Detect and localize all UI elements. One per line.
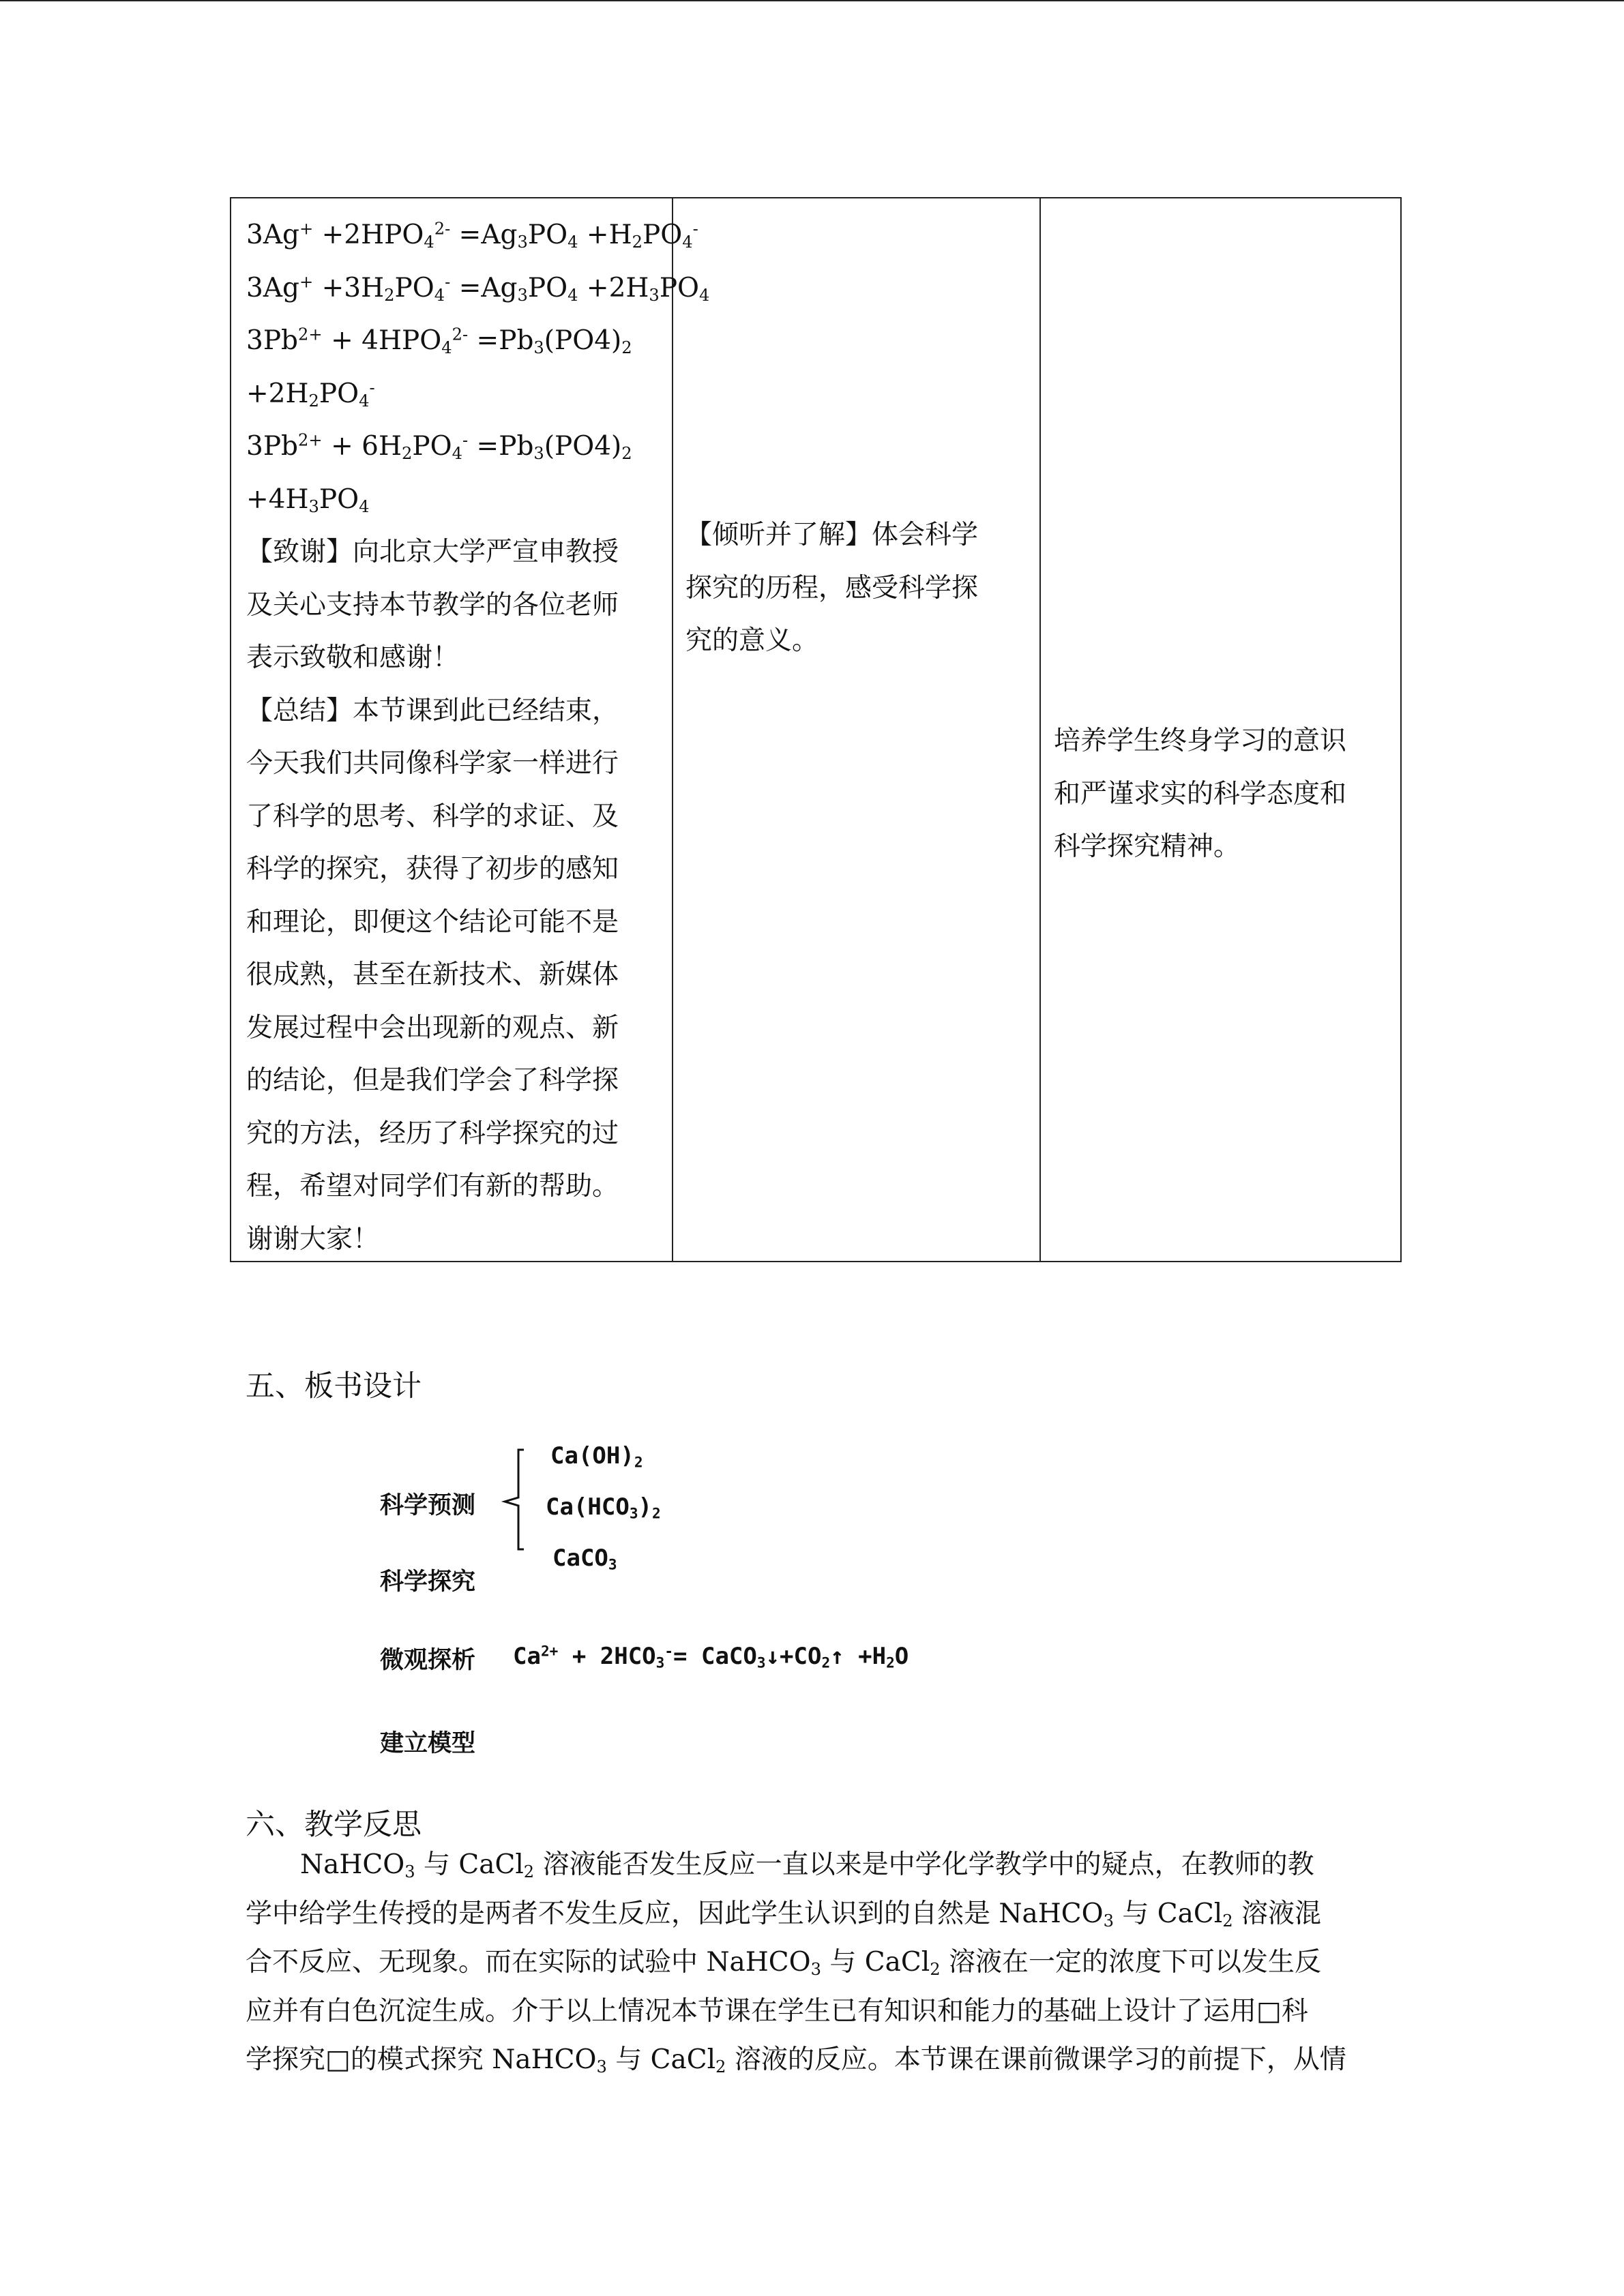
equation-line: $+4H_3PO_4$ (246, 483, 370, 516)
lesson-table (230, 197, 1402, 1262)
board-label-micro: 微观探析 (380, 1647, 476, 1674)
board-label-predict: 科学预测 (380, 1492, 476, 1519)
text-line: 探究的历程，感受科学探 (685, 572, 979, 603)
branch-formula: CaCO$_3$ (552, 1545, 617, 1573)
text-line: 科学探究精神。 (1054, 831, 1241, 862)
branch-formula: $Ca(OH)_2$ (550, 1442, 643, 1471)
table-divider (1039, 198, 1041, 1261)
student-activity-cell (685, 509, 978, 668)
text-line: 很成熟，甚至在新技术、新媒体 (246, 959, 619, 990)
equation-line: $+2H_2PO_4^-$ (246, 378, 375, 411)
text-line: 科学的探究，获得了初步的感知 (246, 854, 619, 884)
text-line: 的结论，但是我们学会了科学探 (246, 1065, 619, 1096)
text-line: 程，希望对同学们有新的帮助。 (246, 1171, 619, 1202)
equation-line: $3Pb^{2+} + 4HPO_4^{2-} =Pb_3(PO4)_2$ (246, 325, 632, 358)
equation-line: $3Ag^+ +3H_2PO_4^- =Ag_3PO_4 +2H_3PO_4$ (246, 272, 710, 305)
text-line: 学中给学生传授的是两者不发生反应，因此学生认识到的自然是 NaHCO$_3$ 与 CaCl$_2$ 溶液混 (246, 1898, 1321, 1930)
board-label-explore: 科学探究 (380, 1568, 476, 1596)
text-line: 合不反应、无现象。而在实际的试验中 NaHCO$_3$ 与 CaCl$_2$ 溶液在一定的浓度下可以发生反 (246, 1947, 1321, 1980)
text-line: 【致谢】向北京大学严宣申教授 (246, 537, 619, 567)
text-line: 和严谨求实的科学态度和 (1054, 778, 1347, 809)
text-line: NaHCO$_3$ 与 CaCl$_2$ 溶液能否发生反应一直以来是中学化学教学中的疑点，在教师的教 (300, 1849, 1314, 1882)
section-heading: 六、教学反思 (246, 1808, 422, 1842)
board-label-model: 建立模型 (380, 1730, 476, 1757)
text-line: 究的方法，经历了科学探究的过 (246, 1118, 619, 1149)
section-heading: 五、板书设计 (246, 1369, 422, 1403)
text-line: 应并有白色沉淀生成。介于以上情况本节课在学生已有知识和能力的基础上设计了运用□科 (246, 1995, 1308, 2027)
reflection-paragraph (246, 1840, 1378, 2085)
text-line: 【总结】本节课到此已经结束， (246, 695, 619, 726)
ionic-equation: $Ca^{2+} + 2HCO_3^-=$ $CaCO_3↓+CO_2↑ +H_2O$ (513, 1642, 909, 1671)
branch-formula: $Ca(HCO_3)_2$ (546, 1493, 661, 1522)
text-line: 表示致敬和感谢！ (246, 642, 460, 673)
text-line: 及关心支持本节教学的各位老师 (246, 589, 619, 621)
text-line: 了科学的思考、科学的求证、及 (246, 801, 619, 832)
text-line: 培养学生终身学习的意识 (1054, 726, 1347, 756)
equation-line: $3Pb^{2+} + 6H_2PO_4^- =Pb_3(PO4)_2$ (246, 430, 632, 464)
text-line: 究的意义。 (685, 625, 819, 656)
brace-icon (498, 1446, 539, 1555)
text-line: 发展过程中会出现新的观点、新 (246, 1012, 619, 1043)
text-line: 和理论，即便这个结论可能不是 (246, 906, 619, 938)
text-line: 谢谢大家！ (246, 1223, 380, 1255)
text-line: 今天我们共同像科学家一样进行 (246, 748, 619, 779)
equation-line: $3Ag^+ +2HPO_4^{2-} =Ag_3PO_4 +H_2PO_4^-$ (246, 219, 698, 252)
text-line: 【倾听并了解】体会科学 (685, 520, 979, 550)
design-intent-cell (1054, 715, 1346, 874)
teacher-activity-cell (246, 209, 709, 1266)
text-line: 学探究□的模式探究 NaHCO$_3$ 与 CaCl$_2$ 溶液的反应。本节课在课前微课学习的前提下，从情 (246, 2044, 1346, 2077)
